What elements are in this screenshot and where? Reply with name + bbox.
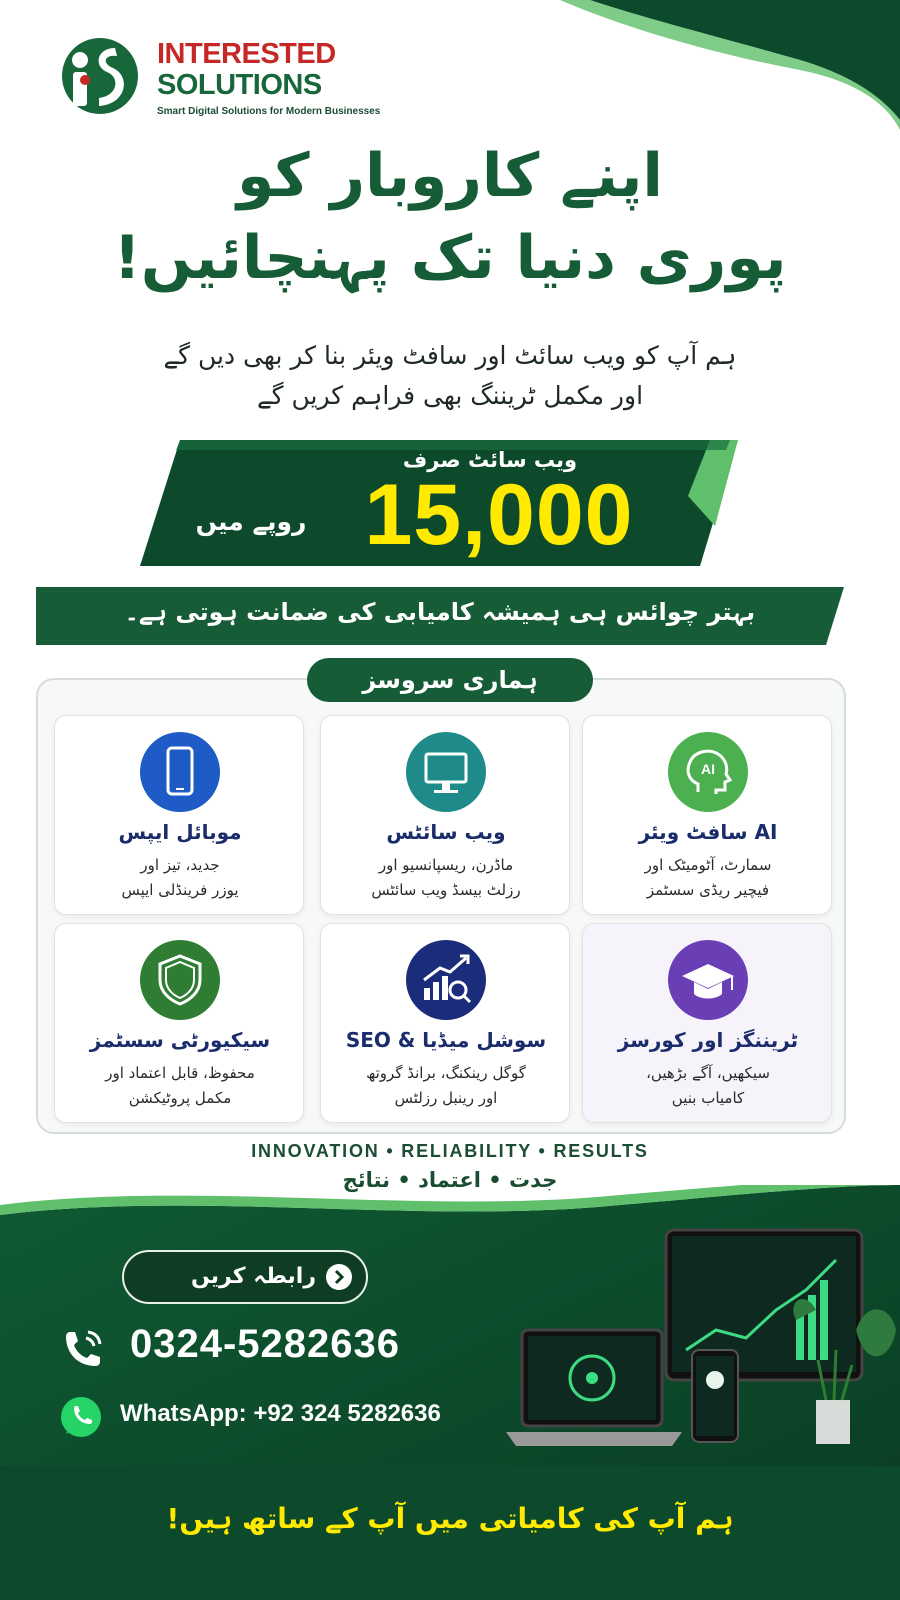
values-urdu: جدت • اعتماد • نتائج: [342, 1168, 558, 1192]
service-description: [329, 853, 563, 903]
service-desc-line2: کامیاب بنیں: [671, 1089, 745, 1107]
subtext-line1: ہم آپ کو ویب سائٹ اور سافٹ ویئر بنا کر بھی دیں گے: [163, 341, 737, 370]
seo-chart-icon: [406, 940, 486, 1020]
contact-button[interactable]: [122, 1250, 368, 1304]
service-description: [63, 853, 297, 903]
svg-text:AI: AI: [701, 761, 715, 777]
service-desc-line1: ماڈرن، ریسپانسیو اور: [378, 856, 514, 874]
headline: [40, 135, 860, 299]
service-description: [591, 1061, 825, 1111]
service-desc-line1: محفوظ، قابل اعتماد اور: [105, 1064, 255, 1082]
service-desc-line2: رزلٹ بیسڈ ویب سائٹس: [371, 881, 521, 899]
price-amount: 15,000: [364, 467, 634, 563]
service-description: [591, 853, 825, 903]
service-card-ai-software[interactable]: [582, 715, 832, 915]
price-unit: روپے میں: [195, 507, 307, 536]
values-english: INNOVATION • RELIABILITY • RESULTS: [251, 1141, 649, 1161]
service-card-websites[interactable]: [320, 715, 570, 915]
phone-icon: [58, 1326, 106, 1374]
service-card-security[interactable]: [54, 923, 304, 1123]
chevron-right-icon: [326, 1264, 352, 1290]
brand-name-line2: SOLUTIONS: [157, 69, 322, 101]
brand-name: [157, 38, 417, 117]
graduation-cap-icon: [668, 940, 748, 1020]
contact-button-label: رابطہ کریں: [191, 1264, 316, 1289]
service-desc-line1: گوگل رینکنگ، برانڈ گروتھ: [366, 1064, 526, 1082]
tagline: بہتر چوائس ہی ہمیشہ کامیابی کی ضمانت ہوتی ہے۔: [124, 598, 756, 626]
brand-name-line1: INTERESTED: [157, 38, 336, 70]
logo-icon: [55, 36, 145, 116]
shield-icon: [140, 940, 220, 1020]
price-label: ویب سائٹ صرف: [402, 448, 578, 472]
service-card-training[interactable]: [582, 923, 832, 1123]
headline-line2: پوری دنیا تک پہنچائیں!: [113, 223, 787, 293]
subtext-line2: اور مکمل ٹریننگ بھی فراہم کریں گے: [256, 381, 644, 410]
phone-number[interactable]: 0324-5282636: [130, 1322, 401, 1366]
service-desc-line1: سیکھیں، آگے بڑھیں،: [646, 1064, 770, 1082]
service-desc-line1: جدید، تیز اور: [140, 856, 220, 874]
service-desc-line2: یوزر فرینڈلی ایپس: [121, 881, 239, 899]
service-desc-line2: مکمل پروٹیکشن: [128, 1089, 232, 1107]
whatsapp-icon: [58, 1394, 104, 1440]
service-title: سیکیورٹی سسٹمز: [89, 1028, 271, 1052]
smartphone-icon: [140, 732, 220, 812]
service-title: AI سافٹ ویئر: [638, 820, 778, 844]
service-desc-line2: اور رینبل رزلٹس: [394, 1089, 498, 1107]
service-title: ویب سائٹس: [386, 820, 506, 844]
subtext: [60, 336, 840, 416]
devices-illustration: [496, 1200, 900, 1465]
monitor-icon: [406, 732, 486, 812]
service-title: موبائل ایپس: [118, 820, 242, 844]
service-description: [329, 1061, 563, 1111]
service-title: سوشل میڈیا & SEO: [345, 1028, 547, 1052]
brand-tagline: Smart Digital Solutions for Modern Businesses: [157, 106, 381, 117]
ai-head-icon: [668, 732, 748, 812]
service-desc-line2: فیچیر ریڈی سسٹمز: [646, 881, 770, 899]
service-desc-line1: سمارٹ، آٹومیٹک اور: [644, 856, 772, 874]
footer-message: ہم آپ کی کامیاتی میں آپ کے ساتھ ہیں!: [166, 1502, 734, 1535]
whatsapp-number[interactable]: WhatsApp: +92 324 5282636: [120, 1400, 441, 1427]
services-heading: ہماری سروسز: [307, 658, 593, 702]
service-card-social-media-seo[interactable]: [320, 923, 570, 1123]
service-description: [63, 1061, 297, 1111]
headline-line1: اپنے کاروبار کو: [237, 141, 663, 211]
service-title: ٹریننگز اور کورسز: [617, 1028, 799, 1052]
service-card-mobile-apps[interactable]: [54, 715, 304, 915]
